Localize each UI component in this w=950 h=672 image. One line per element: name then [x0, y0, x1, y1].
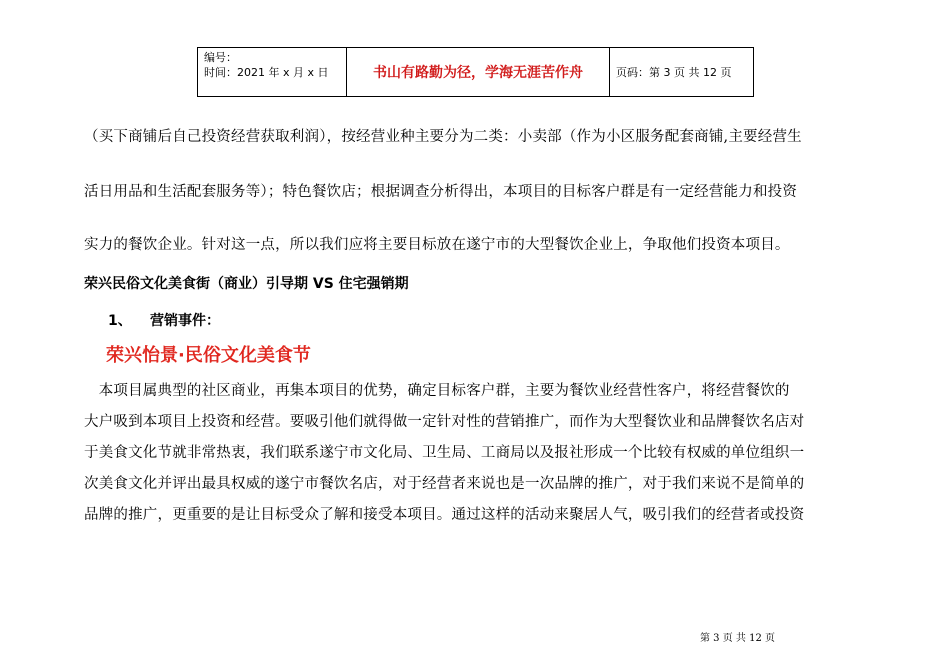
subsection-title: 营销事件：: [150, 313, 220, 329]
paragraph2-line-4: 次美食文化并评出最具权威的遂宁市餐饮名店，对于经营者来说也是一次品牌的推广，对于我们来说不是简单的: [84, 476, 805, 492]
paragraph2-line-2: 大户吸到本项目上投资和经营。要吸引他们就得做一定针对性的营销推广，而作为大型餐饮业和品牌餐饮名店对: [84, 414, 805, 430]
event-title: 荣兴怡景·民俗文化美食节: [106, 345, 311, 366]
paragraph1-line-2: 活日用品和生活配套服务等）；特色餐饮店；根据调查分析得出，本项目的目标客户群是有一定经营能力和投资: [84, 184, 798, 200]
header-meta-cell: [198, 48, 347, 97]
header-motto: 书山有路勤为径，学海无涯苦作舟: [347, 48, 610, 97]
paragraph2-line-3: 于美食文化节就非常热衷，我们联系遂宁市文化局、卫生局、工商局以及报社形成一个比较有权威的单位组织一: [84, 445, 805, 461]
header-page-code: 页码：第 3 页 共 12 页: [610, 48, 754, 97]
header-table: [197, 47, 754, 97]
paragraph1-line-3: 实力的餐饮企业。针对这一点，所以我们应将主要目标放在遂宁市的大型餐饮企业上，争取他们投资本项目。: [84, 237, 790, 253]
paragraph1-line-1: （买下商铺后自己投资经营获取利润），按经营业种主要分为二类：小卖部（作为小区服务配套商铺,主要经营生: [84, 129, 802, 145]
section-heading: 荣兴民俗文化美食街（商业）引导期 VS 住宅强销期: [84, 276, 409, 292]
document-number-label: 编号：: [204, 51, 237, 64]
page-footer: 第 3 页 共 12 页: [700, 633, 775, 644]
subsection-number: 1、: [108, 313, 132, 329]
paragraph2-line-5: 品牌的推广，更重要的是让目标受众了解和接受本项目。通过这样的活动来聚居人气，吸引我们的经营者或投资: [84, 507, 805, 523]
subsection-heading: [108, 310, 220, 330]
document-time-label: 时间：2021 年 x 月 x 日: [204, 66, 329, 79]
paragraph2-line-1: 本项目属典型的社区商业，再集本项目的优势，确定目标客户群，主要为餐饮业经营性客户，将经营餐饮的: [84, 383, 790, 399]
